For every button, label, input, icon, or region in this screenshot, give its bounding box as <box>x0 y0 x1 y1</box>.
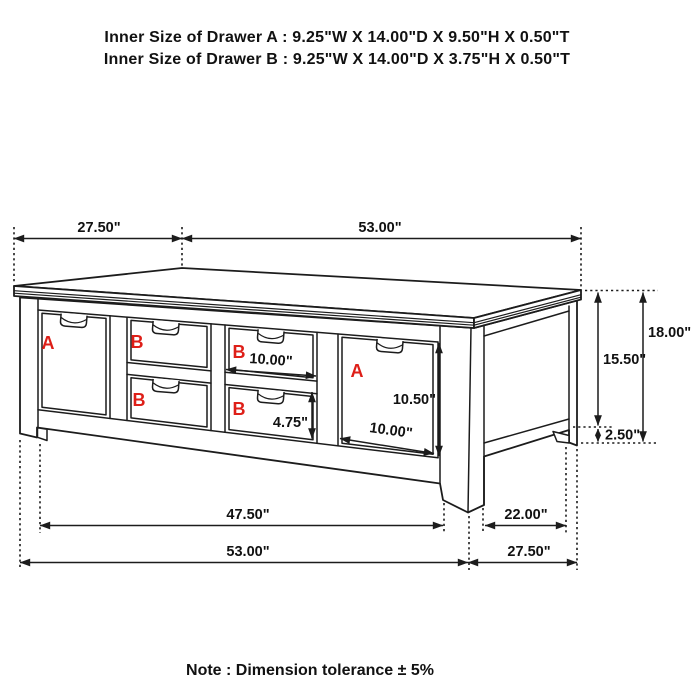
dimension-value: 15.50" <box>603 352 647 368</box>
dimension-value: 18.00" <box>648 325 692 341</box>
drawer-handle-icon <box>152 378 179 393</box>
dimension-value: 53.00" <box>226 544 270 560</box>
dimension-value: 10.00" <box>368 420 414 442</box>
drawer-handle-icon <box>257 389 284 404</box>
drawer-label: B <box>130 332 144 352</box>
front-left-foot <box>38 428 48 441</box>
back-right-foot <box>553 432 569 444</box>
drawer-front <box>42 313 106 415</box>
dimension-value: 10.50" <box>392 392 436 408</box>
drawer-handle-icon <box>257 329 284 344</box>
drawer-a-left <box>42 313 107 415</box>
dimension-value: 22.00" <box>504 507 548 523</box>
drawer-handle-icon <box>152 320 179 335</box>
drawer-label: B <box>132 390 146 410</box>
dim-side-inner-depth <box>483 447 566 533</box>
drawer-b-col1-top <box>131 320 208 367</box>
drawer-b-inner-size: Inner Size of Drawer B : 9.25"W X 14.00"D X 3.75"H X 0.50"T <box>103 51 571 68</box>
dimension-value: 27.50" <box>507 544 551 560</box>
dimension-value: 53.00" <box>358 220 402 236</box>
dimension-value: 47.50" <box>226 507 270 523</box>
drawer-label: B <box>232 399 246 419</box>
drawer-a-inner-size: Inner Size of Drawer A : 9.25"W X 14.00"D X 9.50"H X 0.50"T <box>104 29 570 46</box>
drawer-handle-icon <box>376 338 403 353</box>
drawer-handle-icon <box>60 313 87 328</box>
drawer-label: A <box>41 333 55 353</box>
table-illustration <box>14 268 581 513</box>
dimension-value: 4.75" <box>272 415 308 431</box>
tolerance-note: Note : Dimension tolerance ± 5% <box>186 662 434 679</box>
dim-heights-right <box>573 291 691 444</box>
drawer-b-col1-bottom <box>131 378 207 427</box>
dimension-value: 2.50" <box>605 427 641 444</box>
drawer-label: A <box>350 361 364 381</box>
drawer-label: B <box>232 342 246 362</box>
dimension-value: 27.50" <box>77 220 121 236</box>
dimension-value: 10.00" <box>248 351 294 370</box>
